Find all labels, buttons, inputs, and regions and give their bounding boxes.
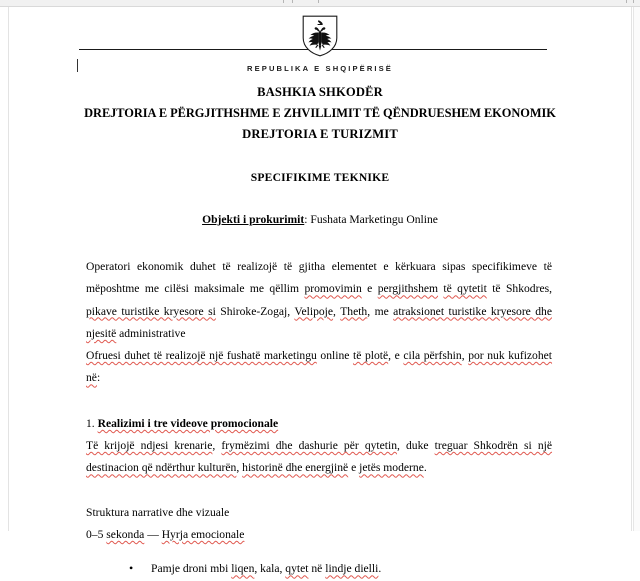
section-number: 1. [86,416,98,430]
text-run: : [96,371,101,385]
ruler-tick [626,0,627,3]
text-run: e [361,282,378,296]
text-run: e [348,461,360,475]
text-cursor [77,59,78,72]
republic-heading: REPUBLIKA E SHQIPËRISË [247,64,393,73]
text-run: Operatori ekonomik duhet të realizojë të gjitha elementet e kërkuara sipas specifikimeve të mëposhtme me cilësi maksimale me qëllim [86,260,552,296]
misspelled-word: Hyrja emocionale [161,527,245,541]
ruler-tick [283,0,284,3]
procurement-object-label: Objekti i prokurimit [202,213,305,226]
text-run: Pamje droni mbi [151,562,232,576]
procurement-object-separator: : [304,213,311,226]
text-run: Shiroke-Zogaj, [215,304,295,318]
title-directorate-general: DREJTORIA E PËRGJITHSHME E ZHVILLIMIT TË QËNDRUESHEM EKONOMIK [84,106,556,120]
text-run: , [212,439,222,453]
text-run: , e [388,349,404,363]
procurement-object-line [9,213,631,226]
bullet-list [86,558,552,580]
spacer [86,390,552,413]
misspelled-word: historinë dhe energjinë [242,461,349,475]
ruler-tick [633,0,634,3]
text-run: , [236,461,243,475]
misspelled-word: atraksionet turistike kryesore dhe [393,304,552,318]
text-run: , duke [397,439,435,453]
misspelled-word: jetës moderne [359,461,424,475]
paragraph-video-concept [86,435,552,480]
paragraph-requirements [86,256,552,345]
app-toolbar-strip [0,0,640,7]
section-1-heading [86,413,552,435]
structure-line: Struktura narrative dhe vizuale [86,505,230,519]
misspelled-word: Velipoje [294,304,334,318]
letterhead [9,7,631,73]
misspelled-word: promovimin [304,282,362,296]
title-municipality: BASHKIA SHKODËR [257,85,383,99]
title-directorate-tourism: DREJTORIA E TURIZMIT [242,127,398,141]
emblem-container [9,15,631,59]
misspelled-word: pergjithshem [377,282,439,296]
text-run: , [333,304,341,318]
procurement-object-value: Fushata Marketingu Online [310,213,438,226]
misspelled-word: destinacion që ndërthur kulturën [86,461,237,475]
text-run: 0–5 [86,527,107,541]
misspelled-word: lindje dielli [325,562,379,576]
ruler-tick [292,0,293,3]
misspelled-word: në [86,371,97,385]
spacer [86,480,552,502]
misspelled-word: cila përfshin [403,349,462,363]
albania-coat-of-arms-icon [302,15,338,57]
misspelled-word: njesitë [86,326,117,340]
misspelled-word: Të krijojë ndjesi krenarie [86,439,213,453]
text-run: në [308,562,326,576]
document-body[interactable] [9,256,631,581]
vertical-scrollbar[interactable] [633,7,640,531]
text-run: online [316,349,353,363]
misspelled-word: frymëzimi dhe dashurie për qytetin [221,439,398,453]
text-run: , [461,349,469,363]
title-block [9,82,631,145]
timecode-line [86,524,552,546]
misspelled-word: Ofruesi duhet të realizojë një fushatë marketingu [86,349,317,363]
section-title: Realizimi i tre videove promocionale [97,416,279,430]
misspelled-word: sekonda [106,527,145,541]
misspelled-word: të qytetit [443,282,487,296]
ruler-tick [318,0,319,3]
text-run: . [378,562,382,576]
text-run: , kala, [254,562,286,576]
misspelled-word: pikave turistike kryesore si [86,304,216,318]
text-run: . [423,461,427,475]
document-page[interactable] [8,7,632,576]
misspelled-word: por nuk kufizohet [468,349,553,363]
document-heading: SPECIFIKIME TEKNIKE [250,171,390,184]
text-run: , me [367,304,394,318]
misspelled-word: treguar Shkodrën si një [434,439,553,453]
misspelled-word: liqen [231,562,255,576]
text-run: — [144,527,162,541]
misspelled-word: të plotë [352,349,389,363]
misspelled-word: Theth [340,304,368,318]
text-run: administrative [116,326,186,340]
paragraph-campaign-scope [86,345,552,390]
text-run: të Shkodres, [486,282,553,296]
list-item [129,558,552,580]
misspelled-word: qytet [285,562,309,576]
